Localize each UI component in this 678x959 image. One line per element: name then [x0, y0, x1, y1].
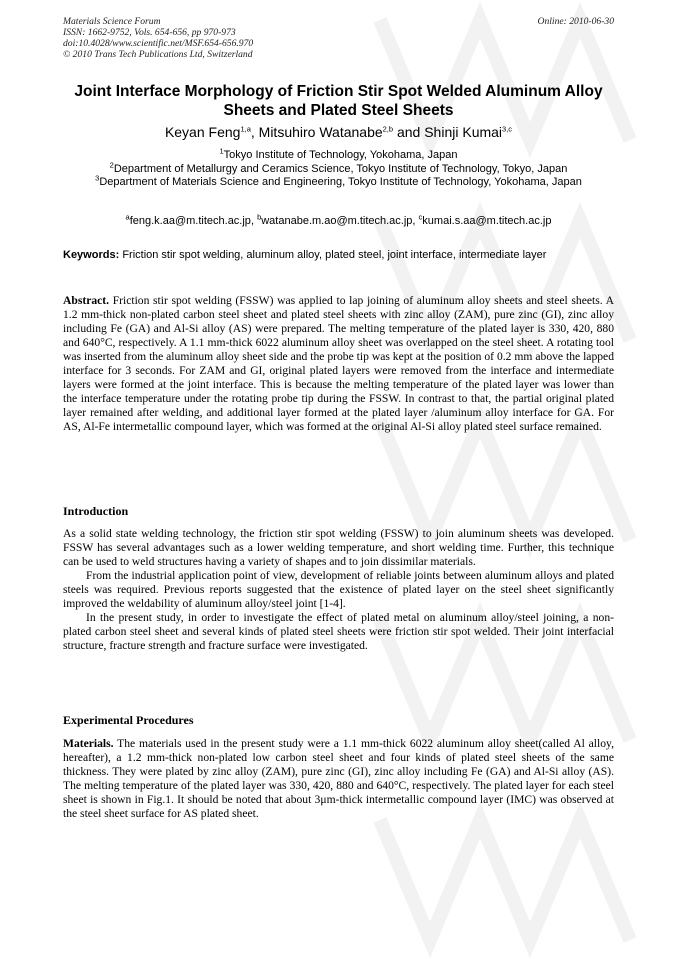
paper-title: Joint Interface Morphology of Friction Stir Spot Welded Aluminum Alloy Sheets and Plated Steel Sheets [74, 83, 603, 119]
author-name: Mitsuhiro Watanabe [258, 124, 383, 140]
affiliation-item [63, 173, 614, 190]
paragraph: As a solid state welding technology, the friction stir spot welding (FSSW) to join aluminum sheets was developed. FSSW has several advantages such as a lower welding temperature, and short welding time. Further, this technique can be used to weld structures having a variety of shapes and to join dissimilar materials. [63, 527, 614, 568]
experimental-heading: Experimental Procedures [63, 713, 194, 727]
author-name: Keyan Feng [164, 124, 241, 140]
email-sup: c [418, 212, 423, 222]
copyright-line: © 2010 Trans Tech Publications Ltd, Switzerland [63, 49, 253, 60]
affiliation-text: Tokyo Institute of Technology, Yokohama, Japan [223, 149, 458, 161]
keywords-label: Keywords: [63, 249, 120, 261]
abstract [63, 294, 614, 434]
introduction-heading: Introduction [63, 504, 129, 518]
affiliation-text: Department of Metallurgy and Ceramics Science, Tokyo Institute of Technology, Tokyo, Japan [113, 162, 568, 175]
email-link[interactable]: feng.k.aa@m.titech.ac.jp [129, 215, 251, 227]
paragraph: From the industrial application point of view, development of reliable joints between aluminum alloys and plated steels was required. Previous reports suggested that the existence of plated layer on the steel sheet significantly improved the weldability of aluminum alloy/steel joint [1-4]. [63, 569, 614, 610]
email-sup: b [257, 212, 262, 222]
author-sep: and [393, 124, 425, 140]
author-name: Shinji Kumai [424, 124, 503, 140]
materials-label: Materials. [63, 737, 114, 750]
affiliation-sup: 1 [219, 146, 224, 156]
email-link[interactable]: watanabe.m.ao@m.titech.ac.jp [261, 215, 413, 227]
author-sep: , [250, 124, 259, 140]
email-sup: a [125, 212, 130, 222]
affiliation-text: Department of Materials Science and Engineering, Tokyo Institute of Technology, Yokohama, Japan [99, 176, 582, 189]
author-sup: 1,a [240, 124, 251, 134]
email-list: $^a$feng.k.aa@m.titech.ac.jp, $^b$watanabe.m.ao@m.titech.ac.jp, $^c$kumai.s.aa@m.titech.ac.jp [125, 212, 552, 227]
email-link[interactable]: kumai.s.aa@m.titech.ac.jp [422, 215, 552, 227]
online-date: Online: 2010-06-30 [537, 16, 614, 27]
author-sup: 2,b [382, 124, 394, 134]
author-list [63, 123, 614, 141]
author-sup: 3,c [502, 124, 513, 134]
affiliation-sup: 2 [109, 159, 114, 169]
materials-text: The materials used in the present study were a 1.1 mm-thick 6022 aluminum alloy sheet(called Al alloy, hereafter), a 1.2 mm-thick non-plated low carbon steel sheet and four kinds of plated steel sheets of the same thickness. They were plated by zinc alloy (ZAM), pure zinc (GI), zinc alloy including Fe (GA) and Al-Si alloy (AS). The melting temperature of the plated layer was 330, 420, 880 and 640°C, respectively. The plated layer for each steel sheet is shown in Fig.1. It should be noted that about 3μm-thick intermetallic compound layer (IMC) was observed at the steel sheet surface for AS plated sheet. [63, 737, 614, 820]
affiliation-list [63, 146, 614, 190]
introduction-body [63, 527, 614, 653]
journal-name: Materials Science Forum [63, 16, 161, 27]
experimental-body [63, 737, 614, 821]
affiliation-item [63, 146, 614, 163]
issn-line: ISSN: 1662-9752, Vols. 654-656, pp 970-973 [63, 27, 236, 38]
doi-line[interactable]: doi:10.4028/www.scientific.net/MSF.654-656.970 [63, 38, 254, 49]
abstract-label: Abstract. [63, 294, 110, 307]
affiliation-sup: 3 [95, 173, 100, 183]
keywords-text: Friction stir spot welding, aluminum alloy, plated steel, joint interface, intermediate layer [122, 249, 547, 261]
affiliation-item [63, 159, 614, 177]
keywords [63, 248, 614, 262]
abstract-text: Friction stir spot welding (FSSW) was applied to lap joining of aluminum alloy sheets and steel sheets. A 1.2 mm-thick non-plated carbon steel sheet and plated steel sheets with zinc alloy (ZAM), pure zinc (GI), zinc alloy including Fe (GA) and Al-Si alloy (AS) were prepared. The melting temperature of the plated layer is 330, 420, 880 and 640°C, respectively. A 1.1 mm-thick 6022 aluminum alloy sheet was overlapped on the steel sheet. A rotating tool was inserted from the aluminum alloy sheet side and the probe tip was kept at the position of 0.2 mm above the lapped interface for 3 seconds. For ZAM and GI, original plated layers were removed from the interface and intermediate layers were formed at the joint interface. This is because the melting temperature of the plated layer was lower than the interface temperature under the rotating probe tip during the FSSW. In contrast to that, the partial original plated layer remained after welding, and additional layer formed at the plated layer /aluminum alloy interface for GA. For AS, Al-Fe intermetallic compound layer, which was formed at the original Al-Si alloy plated steel surface remained. [63, 294, 614, 433]
publication-meta [63, 16, 614, 60]
paragraph: In the present study, in order to investigate the effect of plated metal on aluminum alloy/steel joining, a non-plated carbon steel sheet and several kinds of plated steel sheets were friction stir spot welded. Their joint interfacial structure, fracture strength and fracture surface were investigated. [63, 611, 614, 652]
